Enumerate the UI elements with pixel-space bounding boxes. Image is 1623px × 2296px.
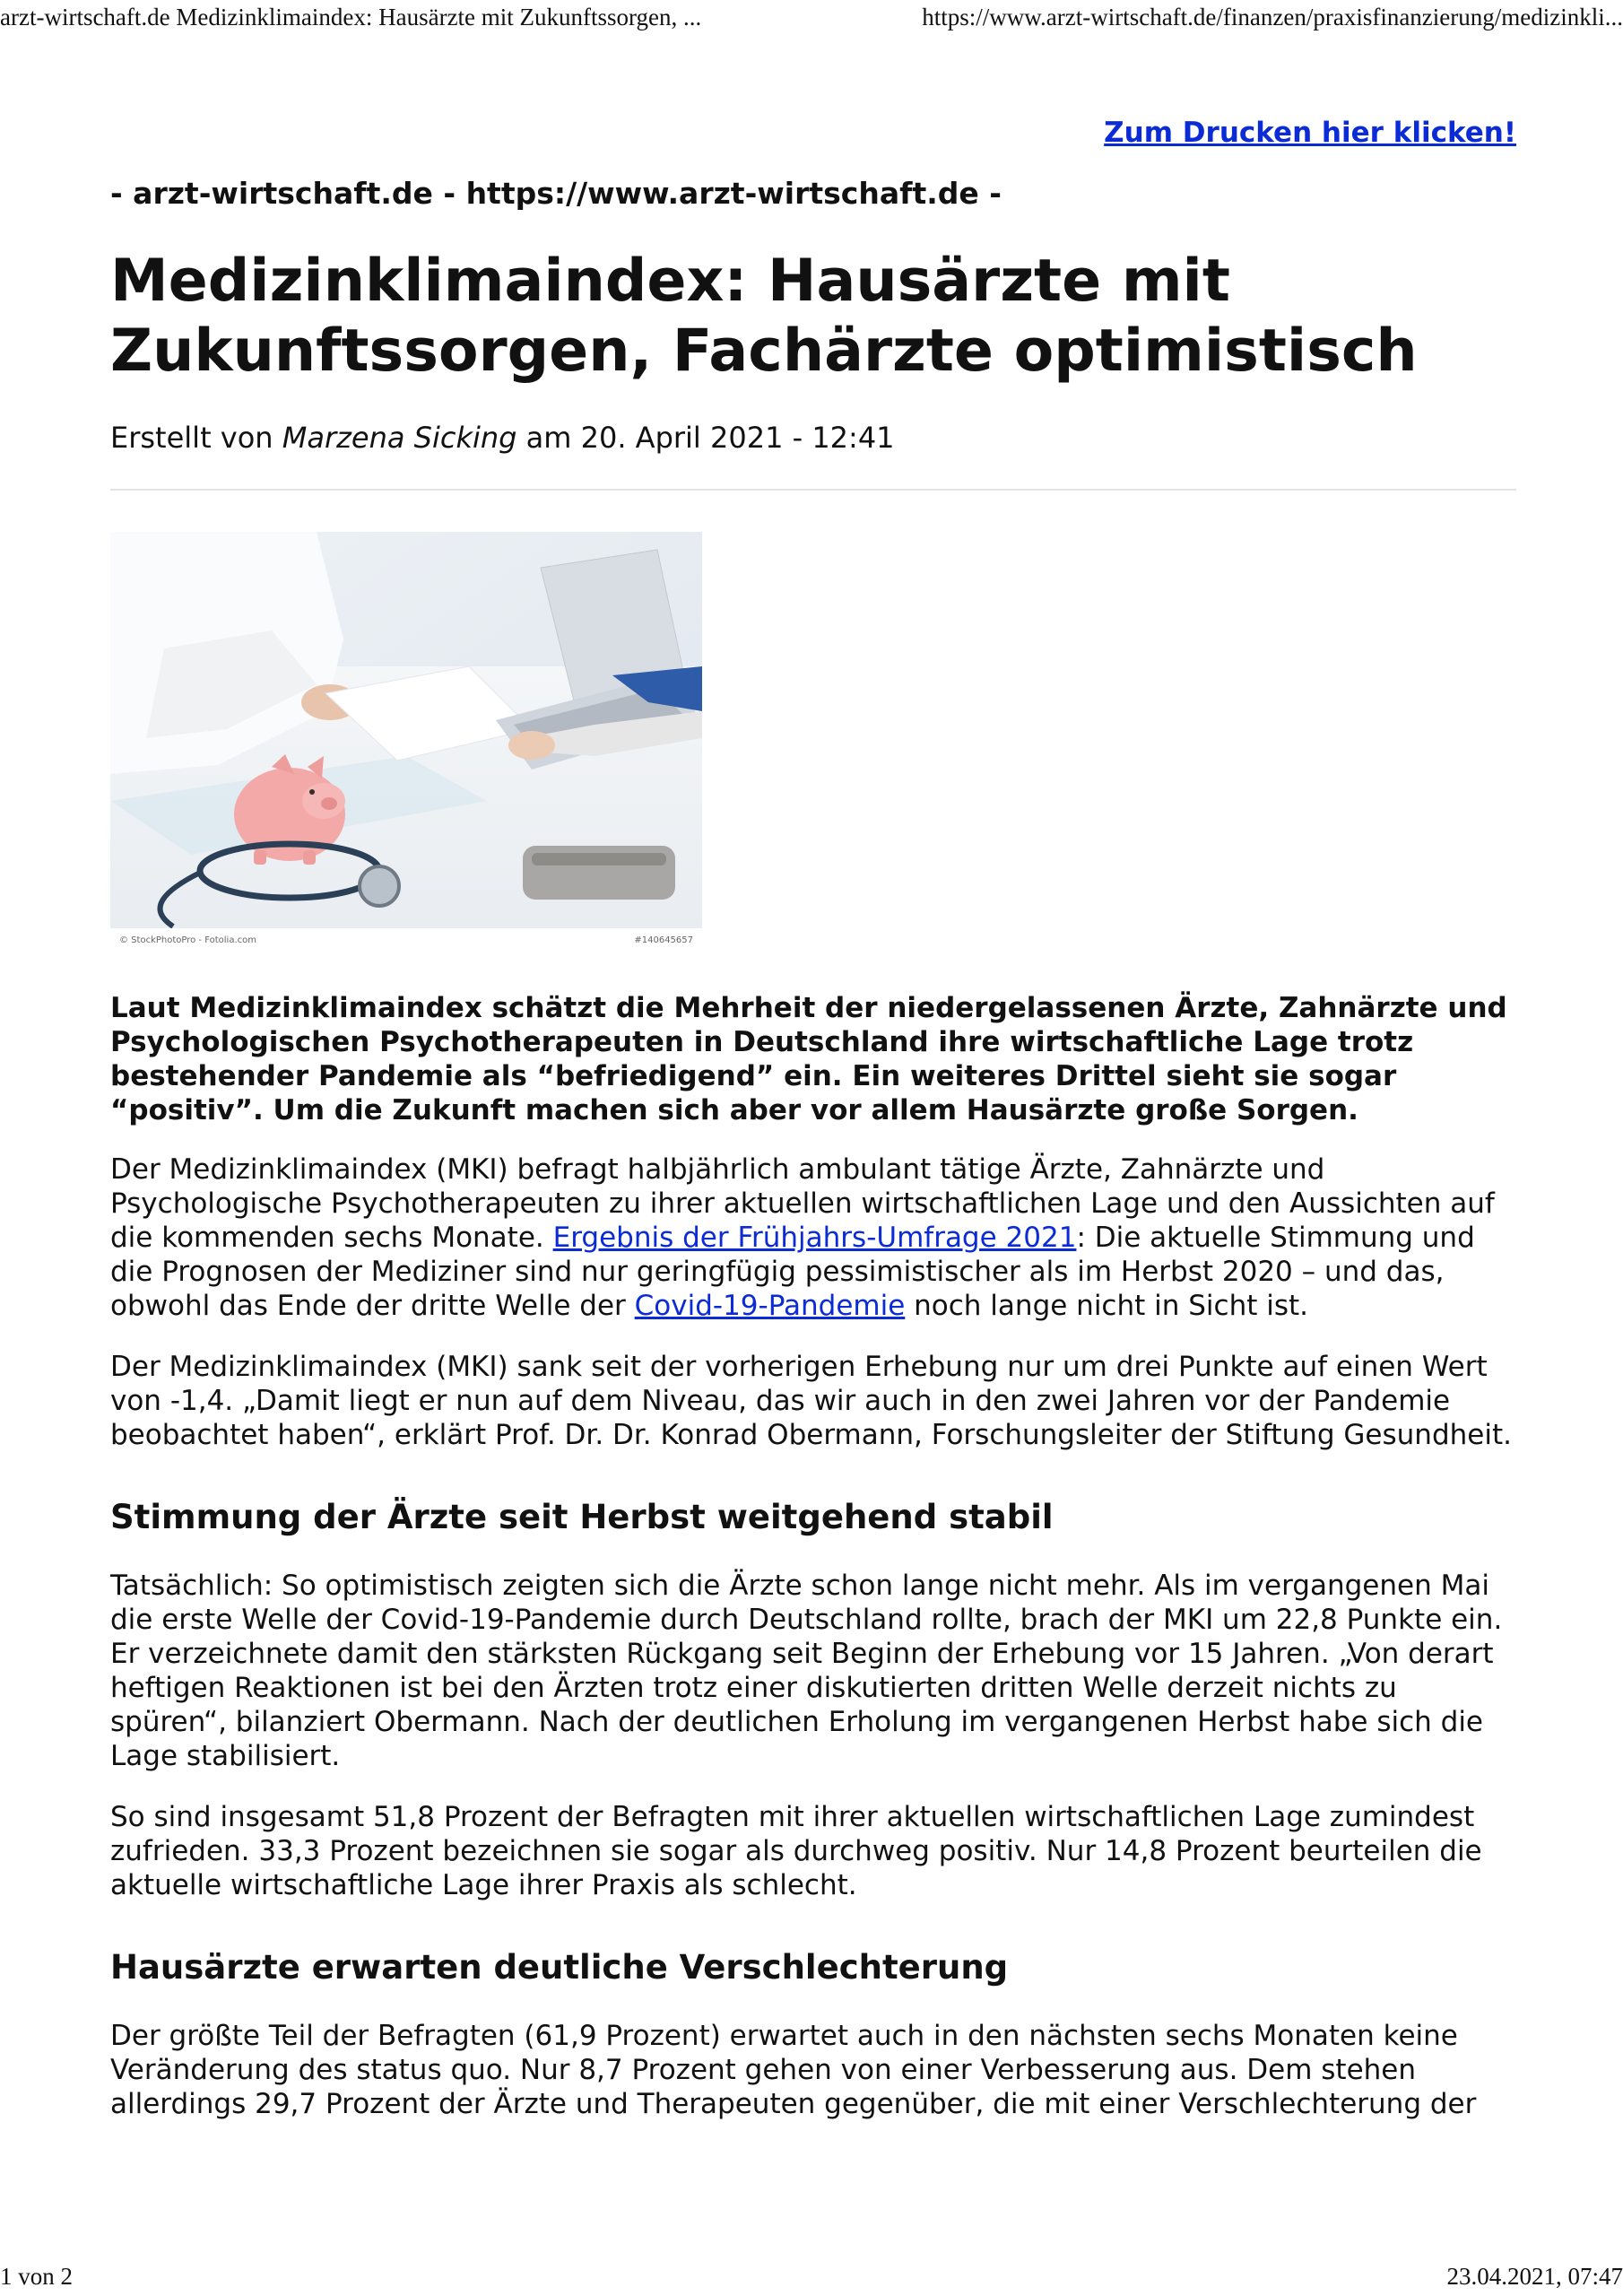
print-header-url: https://www.arzt-wirtschaft.de/finanzen/praxisfinanzierung/medizinkli... (922, 4, 1623, 30)
paragraph-5: Der größte Teil der Befragten (61,9 Prozent) erwartet auch in den nächsten sechs Monaten keine Veränderung des status quo. Nur 8,7 Prozent gehen von einer Verbesserung aus. Dem stehen allerdings 29,7 Prozent der Ärzte und Therapeuten gegenüber, die mit einer Verschlechterung der (110, 2020, 1477, 2120)
paragraph-3: Tatsächlich: So optimistisch zeigten sich die Ärzte schon lange nicht mehr. Als im vergangenen Mai die erste Welle der Covid-19-Pandemie durch Deutschland rollte, brach der MKI um 22,8 Punkte ein. Er verzeichnete damit den stärksten Rückgang seit Beginn der Erhebung vor 15 Jahren. „Von derart heftigen Reaktionen ist bei den Ärzten trotz einer diskutierten dritten Welle derzeit nichts zu spüren“, bilanziert Obermann. Nach der deutlichen Erholung im vergangenen Herbst habe sich die Lage stabilisiert. (110, 1570, 1503, 1772)
section-heading-1: Stimmung der Ärzte seit Herbst weitgehend stabil (110, 1498, 1054, 1536)
print-header-title: arzt-wirtschaft.de Medizinklimaindex: Hausärzte mit Zukunftssorgen, ... (0, 4, 702, 30)
print-link[interactable]: Zum Drucken hier klicken! (1104, 117, 1516, 149)
article (110, 117, 1516, 2148)
piggy-bank-consultation-photo (110, 532, 702, 928)
print-footer (0, 2257, 1623, 2296)
article-photo (110, 532, 702, 928)
paragraph-1-text-c: noch lange nicht in Sicht ist. (905, 1290, 1309, 1322)
image-credit-right: #140645657 (634, 935, 693, 945)
section-heading-2: Hausärzte erwarten deutliche Verschlechterung (110, 1948, 1009, 1987)
print-link-row (110, 117, 1516, 167)
image-credit-left: © StockPhotoPro - Fotolia.com (119, 935, 256, 945)
paragraph-2: Der Medizinklimaindex (MKI) sank seit der vorherigen Erhebung nur um drei Punkte auf einen Wert von -1,4. „Damit liegt er nun auf dem Niveau, das wir auch in den zwei Jahren vor der Pandemie beobachtet haben“, erklärt Prof. Dr. Dr. Konrad Obermann, Forschungsleiter der Stiftung Gesundheit. (110, 1351, 1512, 1451)
site-line: - arzt-wirtschaft.de - https://www.arzt-wirtschaft.de - (110, 176, 1002, 211)
byline (110, 421, 1516, 455)
paragraph-1-text-b: : Die aktuelle Stimmung und die Prognosen der Mediziner sind nur geringfügig pessimistischer als im Herbst 2020 – und das, obwohl das Ende der dritte Welle der (110, 1222, 1475, 1322)
lead-paragraph: Laut Medizinklimaindex schätzt die Mehrheit der niedergelassenen Ärzte, Zahnärzte und Psychologischen Psychotherapeuten in Deutschland ihre wirtschaftliche Lage trotz bestehender Pandemie als “befriedigend” ein. Ein weiteres Drittel sieht sie sogar “positiv”. Um die Zukunft machen sich aber vor allem Hausärzte große Sorgen. (110, 992, 1507, 1126)
separator (110, 489, 1516, 491)
image-credit (110, 935, 702, 953)
paragraph-1-text-a: Der Medizinklimaindex (MKI) befragt halbjährlich ambulant tätige Ärzte, Zahnärzte und Psychologische Psychotherapeuten zu ihrer aktuellen wirtschaftlichen Lage und den Aussichten auf die kommenden sechs Monate. (110, 1153, 1495, 1254)
byline-prefix: Erstellt von (110, 421, 282, 455)
survey-result-link[interactable]: Ergebnis der Frühjahrs-Umfrage 2021 (552, 1222, 1077, 1254)
print-header (0, 0, 1623, 39)
print-datetime: 23.04.2021, 07:47 (1446, 2263, 1623, 2290)
page-number: 1 von 2 (0, 2263, 73, 2290)
article-figure (110, 532, 702, 953)
byline-date: am 20. April 2021 - 12:41 (516, 421, 895, 455)
paragraph-4: So sind insgesamt 51,8 Prozent der Befragten mit ihrer aktuellen wirtschaftlichen Lage zumindest zufrieden. 33,3 Prozent bezeichnen sie sogar als durchweg positiv. Nur 14,8 Prozent beurteilen die aktuelle wirtschaftliche Lage ihrer Praxis als schlecht. (110, 1801, 1482, 1901)
byline-author: Marzena Sicking (282, 421, 517, 455)
covid-pandemic-link[interactable]: Covid-19-Pandemie (634, 1290, 906, 1322)
paragraph-1 (110, 1152, 1516, 1323)
article-title: Medizinklimaindex: Hausärzte mit Zukunftssorgen, Fachärzte optimistisch (110, 248, 1418, 385)
